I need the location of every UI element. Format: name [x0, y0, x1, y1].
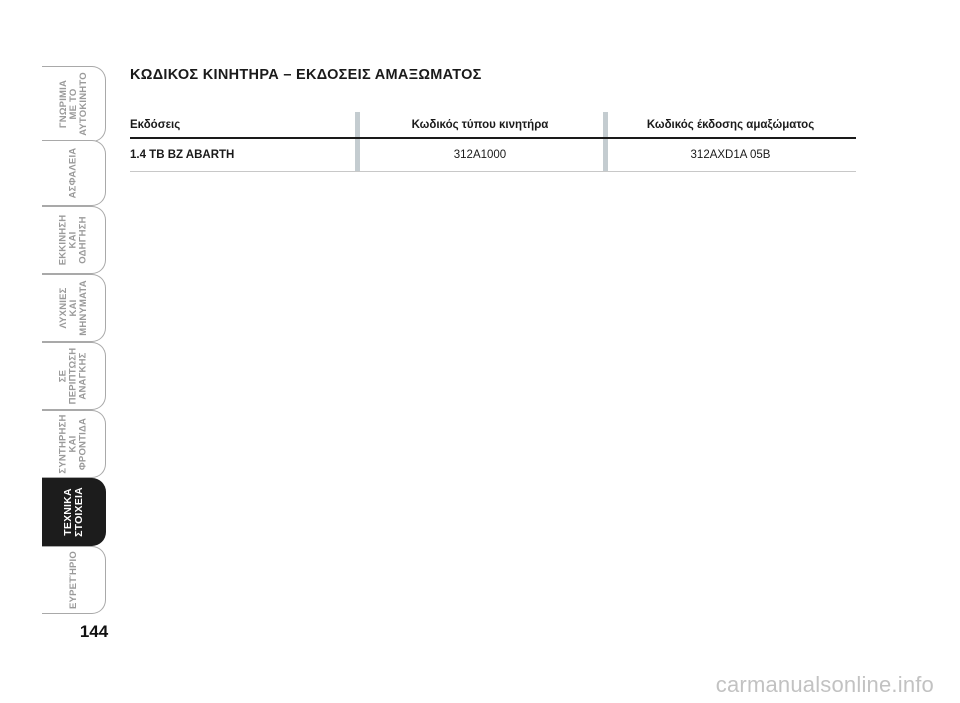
- tab-label: ΑΣΦΑΛΕΙΑ: [67, 147, 79, 199]
- watermark: carmanualsonline.info: [715, 672, 934, 697]
- tab-label: ΣΕ ΠΕΡΙΠΤΩΣΗ ΑΝΑΓΚΗΣ: [57, 347, 89, 405]
- header-body-version-code: Κωδικός έκδοσης αμαξώματος: [646, 118, 815, 131]
- table-row: [130, 139, 856, 172]
- tab-label: ΓΝΩΡΙΜΙΑ ΜΕ ΤΟ ΑΥΤΟΚΙΝΗΤΟ: [57, 72, 89, 136]
- tab-getting-to-know-car[interactable]: [42, 66, 106, 142]
- tab-label: ΕΥΡΕΤΉΡΙΟ: [67, 551, 79, 609]
- cell-version: 1.4 TB BZ ABARTH: [130, 149, 235, 161]
- tab-starting-driving[interactable]: [42, 206, 106, 274]
- tab-index[interactable]: [42, 546, 106, 614]
- tab-label: ΤΕΧΝΙΚΑ ΣΤΟΙΧΕΙΑ: [61, 487, 85, 537]
- tab-technical-specs[interactable]: [42, 478, 106, 546]
- tab-label: ΛΥΧΝΙΕΣ ΚΑΙ ΜΗΝΥΜΑΤΑ: [57, 280, 89, 336]
- header-engine-code: Κωδικός τύπου κινητήρα: [411, 118, 549, 131]
- engine-code-table: [130, 112, 856, 172]
- cell-body-version-code: 312AXD1A 05B: [690, 149, 771, 161]
- tab-emergency[interactable]: [42, 342, 106, 410]
- tab-label: ΣΥΝΤΗΡΗΣΗ ΚΑΙ ΦΡΟΝΤΙΔΑ: [57, 414, 89, 474]
- table-header-row: [130, 112, 856, 139]
- tab-warning-lights[interactable]: [42, 274, 106, 342]
- tab-safety[interactable]: [42, 140, 106, 206]
- header-versions: Εκδόσεις: [130, 118, 181, 131]
- tab-maintenance[interactable]: [42, 410, 106, 478]
- page-number: 144: [79, 622, 109, 641]
- page-title: ΚΩΔΙΚΟΣ ΚΙΝΗΤΗΡΑ – ΕΚΔΟΣΕΙΣ ΑΜΑΞΩΜΑΤΟΣ: [130, 67, 482, 83]
- tab-label: ΕΚΚΙΝΗΣΗ ΚΑΙ ΟΔΗΓΗΣΗ: [57, 214, 89, 266]
- cell-engine-code: 312A1000: [453, 149, 507, 161]
